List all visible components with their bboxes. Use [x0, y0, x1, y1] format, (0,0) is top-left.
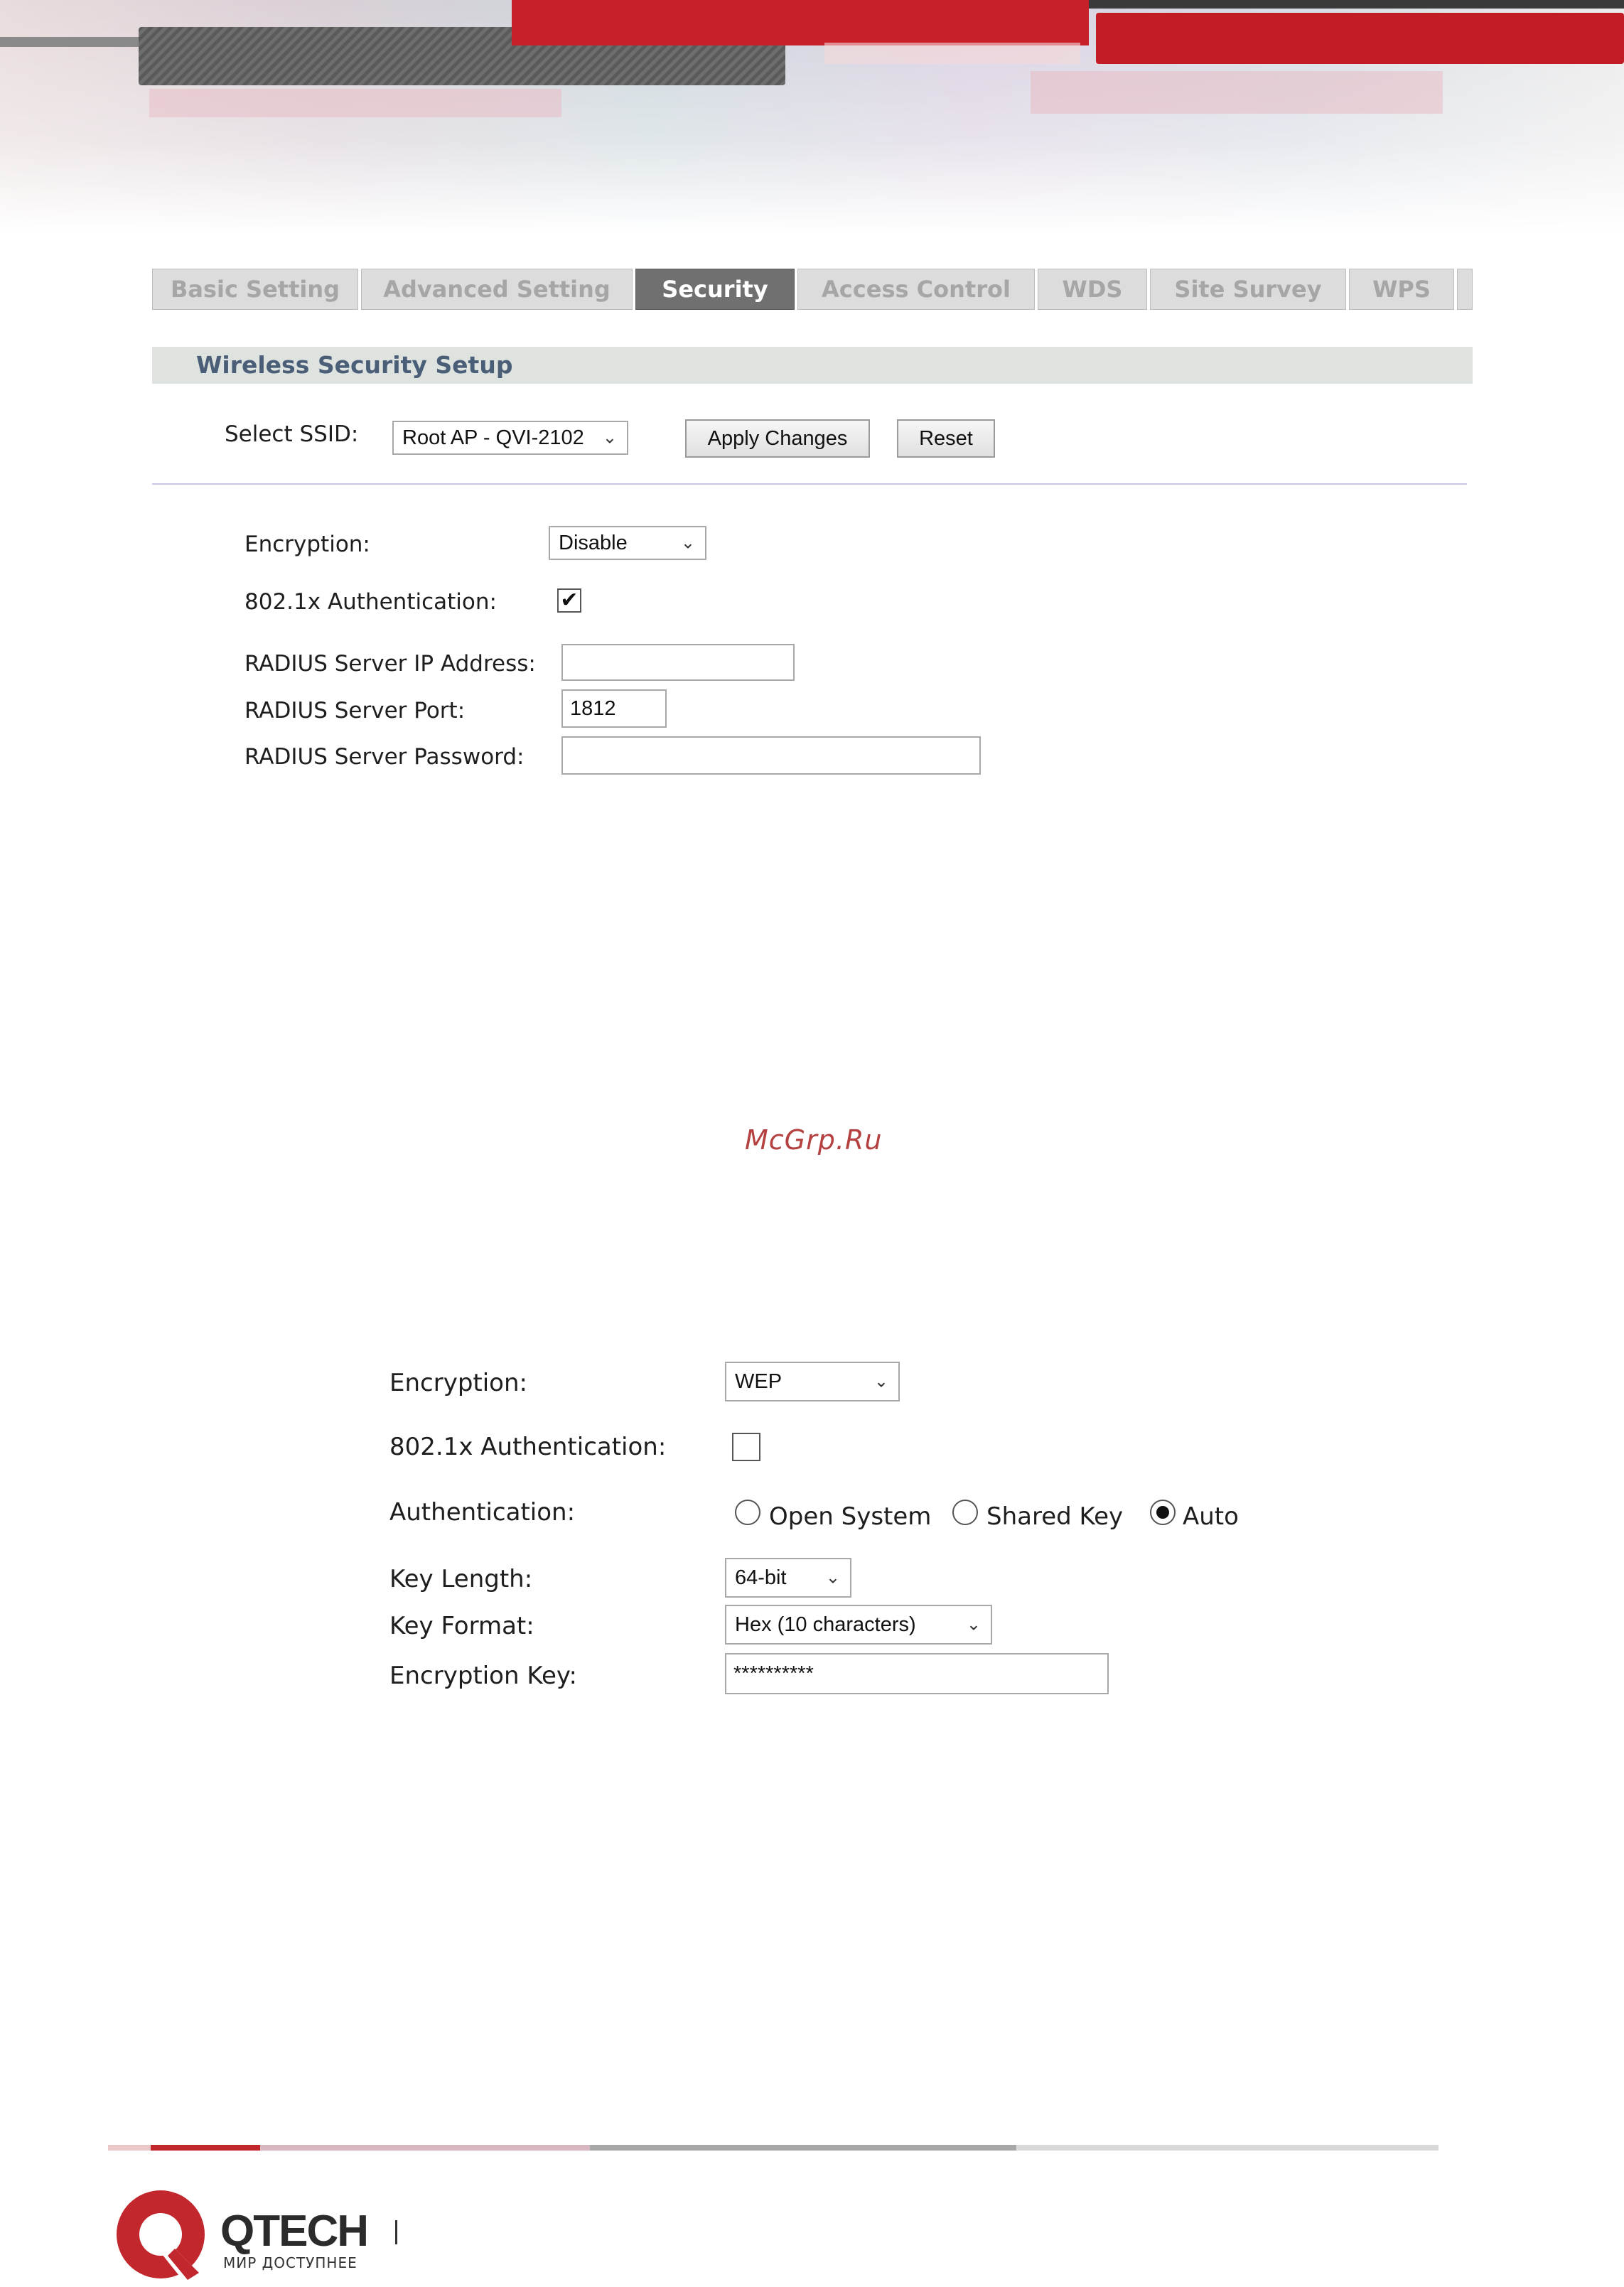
open-system-radio[interactable]	[735, 1500, 760, 1525]
chevron-down-icon: ⌄	[602, 428, 617, 448]
apply-changes-button[interactable]: Apply Changes	[685, 419, 870, 458]
ssid-label: Select SSID:	[225, 421, 359, 447]
encryption-label: Encryption:	[244, 532, 370, 557]
auto-label: Auto	[1183, 1502, 1239, 1531]
reset-button[interactable]: Reset	[897, 419, 995, 458]
encryption-value: Disable	[559, 531, 628, 554]
auth-8021x-label: 802.1x Authentication:	[244, 589, 497, 615]
chevron-down-icon: ⌄	[680, 533, 695, 553]
watermark: McGrp.Ru	[745, 1124, 883, 1156]
encryption-key-value: **********	[733, 1662, 814, 1685]
header-banner	[0, 0, 1624, 235]
key-length-label: Key Length:	[389, 1565, 533, 1593]
chevron-down-icon: ⌄	[873, 1372, 888, 1392]
tab-site-survey[interactable]: Site Survey	[1150, 269, 1346, 310]
ssid-value: Root AP - QVI-2102	[402, 426, 584, 449]
wep-auth-8021x-checkbox[interactable]	[732, 1433, 760, 1461]
key-format-label: Key Format:	[389, 1612, 534, 1640]
check-icon: ✔	[560, 588, 579, 613]
tab-access-control[interactable]: Access Control	[797, 269, 1035, 310]
footer-line-segment	[151, 2145, 260, 2151]
tab-wps[interactable]: WPS	[1349, 269, 1454, 310]
wep-encryption-value: WEP	[735, 1369, 783, 1393]
radius-port-label: RADIUS Server Port:	[244, 698, 466, 723]
tab-basic-setting[interactable]: Basic Setting	[152, 269, 358, 310]
radius-password-input[interactable]	[561, 736, 981, 775]
chevron-down-icon: ⌄	[825, 1568, 840, 1588]
authentication-label: Authentication:	[389, 1498, 576, 1527]
tab-security[interactable]: Security	[635, 269, 795, 310]
footer-line-segment	[260, 2145, 590, 2151]
encryption-key-input[interactable]	[725, 1653, 1109, 1694]
key-length-value: 64-bit	[735, 1566, 787, 1589]
open-system-label: Open System	[769, 1502, 932, 1531]
key-format-select[interactable]	[725, 1605, 992, 1645]
radius-port-value: 1812	[570, 696, 616, 720]
footer-line-segment	[590, 2145, 1016, 2151]
wep-encryption-select[interactable]	[725, 1362, 900, 1401]
footer-line-segment	[108, 2145, 151, 2151]
key-format-value: Hex (10 characters)	[735, 1613, 916, 1636]
wep-encryption-label: Encryption:	[389, 1369, 527, 1397]
ssid-select[interactable]	[392, 421, 628, 455]
key-length-select[interactable]	[725, 1558, 851, 1598]
radius-port-input[interactable]	[561, 689, 667, 728]
radius-ip-label: RADIUS Server IP Address:	[244, 651, 536, 677]
qtech-logo-icon	[111, 2186, 213, 2284]
wep-auth-8021x-label: 802.1x Authentication:	[389, 1433, 667, 1461]
section-title: Wireless Security Setup	[196, 351, 513, 379]
radius-password-label: RADIUS Server Password:	[244, 744, 525, 770]
logo-separator	[395, 2220, 397, 2244]
section-divider	[152, 483, 1467, 485]
tab-advanced-setting[interactable]: Advanced Setting	[361, 269, 633, 310]
encryption-key-label: Encryption Key:	[389, 1662, 577, 1690]
radius-ip-input[interactable]	[561, 644, 795, 681]
tab-overflow	[1457, 269, 1473, 310]
encryption-select[interactable]	[549, 526, 706, 560]
auto-radio[interactable]	[1150, 1500, 1176, 1525]
shared-key-label: Shared Key	[986, 1502, 1124, 1531]
shared-key-radio[interactable]	[952, 1500, 978, 1525]
banner-graphic	[0, 0, 1624, 235]
auth-8021x-checkbox[interactable]	[557, 588, 581, 613]
chevron-down-icon: ⌄	[966, 1615, 981, 1635]
logo-text: QTECH	[220, 2207, 367, 2256]
footer-line-segment	[1016, 2145, 1439, 2151]
logo-tagline: МИР ДОСТУПНЕЕ	[223, 2254, 357, 2271]
tab-wds[interactable]: WDS	[1038, 269, 1147, 310]
